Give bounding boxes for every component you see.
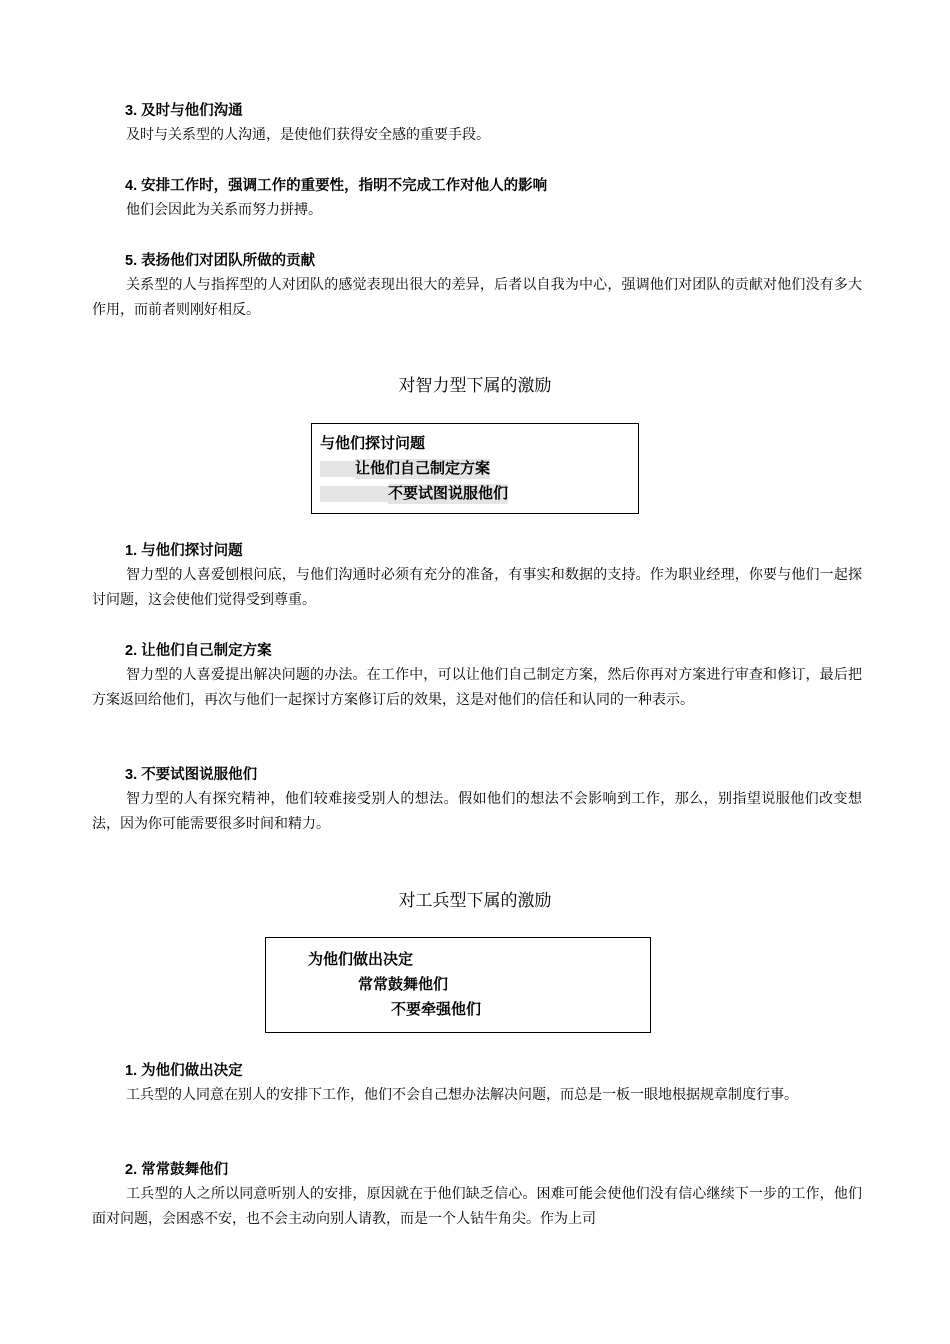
section-title-intellectual: 对智力型下属的激励: [398, 376, 552, 396]
intellectual-item-1-body: 智力型的人喜爱刨根问底，与他们沟通时必须有充分的准备，有事实和数据的支持。作为职业经理，你要与他们一起探讨问题，这会使他们觉得受到尊重。: [92, 567, 862, 608]
box-line-2: 让他们自己制定方案: [355, 460, 491, 477]
item-4-heading: 4. 安排工作时，强调工作的重要性，指明不完成工作对他人的影响: [125, 178, 548, 194]
box-line-3: 不要试图说服他们: [388, 485, 509, 502]
soldier-summary-box: [265, 937, 651, 1033]
shade-bar: [320, 461, 358, 477]
intellectual-item-3-body: 智力型的人有探究精神，他们较难接受别人的想法。假如他们的想法不会影响到工作，那么，别指望说服他们改变想法，因为你可能需要很多时间和精力。: [92, 791, 862, 832]
shade-bar: [320, 486, 390, 502]
item-3-body: 及时与关系型的人沟通，是使他们获得安全感的重要手段。: [126, 127, 490, 143]
box-line-2: 常常鼓舞他们: [358, 976, 449, 993]
item-3-heading: 3. 及时与他们沟通: [125, 103, 243, 119]
intellectual-item-3-heading: 3. 不要试图说服他们: [125, 767, 258, 783]
box-line-3: 不要牵强他们: [391, 1001, 482, 1018]
item-5-body: 关系型的人与指挥型的人对团队的感觉表现出很大的差异，后者以自我为中心，强调他们对团队的贡献对他们没有多大作用，而前者则刚好相反。: [92, 277, 862, 318]
section-title-soldier: 对工兵型下属的激励: [398, 891, 552, 911]
soldier-item-2-heading: 2. 常常鼓舞他们: [125, 1162, 229, 1178]
intellectual-item-2-heading: 2. 让他们自己制定方案: [125, 643, 272, 659]
soldier-item-2-body: 工兵型的人之所以同意听别人的安排，原因就在于他们缺乏信心。困难可能会使他们没有信心继续下一步的工作，他们面对问题，会困惑不安，也不会主动向别人请教，而是一个人钻牛角尖。作为上司: [92, 1186, 862, 1227]
soldier-item-1-heading: 1. 为他们做出决定: [125, 1063, 243, 1079]
soldier-item-1-body: 工兵型的人同意在别人的安排下工作，他们不会自己想办法解决问题，而总是一板一眼地根据规章制度行事。: [126, 1087, 798, 1103]
box-line-1: 与他们探讨问题: [320, 435, 426, 452]
intellectual-summary-box: [311, 423, 639, 514]
intellectual-item-1-heading: 1. 与他们探讨问题: [125, 543, 243, 559]
intellectual-item-2-body: 智力型的人喜爱提出解决问题的办法。在工作中，可以让他们自己制定方案，然后你再对方案进行审查和修订，最后把方案返回给他们，再次与他们一起探讨方案修订后的效果，这是对他们的信任和认同的一种表示。: [92, 667, 862, 708]
item-4-body: 他们会因此为关系而努力拼搏。: [126, 202, 322, 218]
box-line-1: 为他们做出决定: [308, 951, 414, 968]
item-5-heading: 5. 表扬他们对团队所做的贡献: [125, 253, 316, 269]
